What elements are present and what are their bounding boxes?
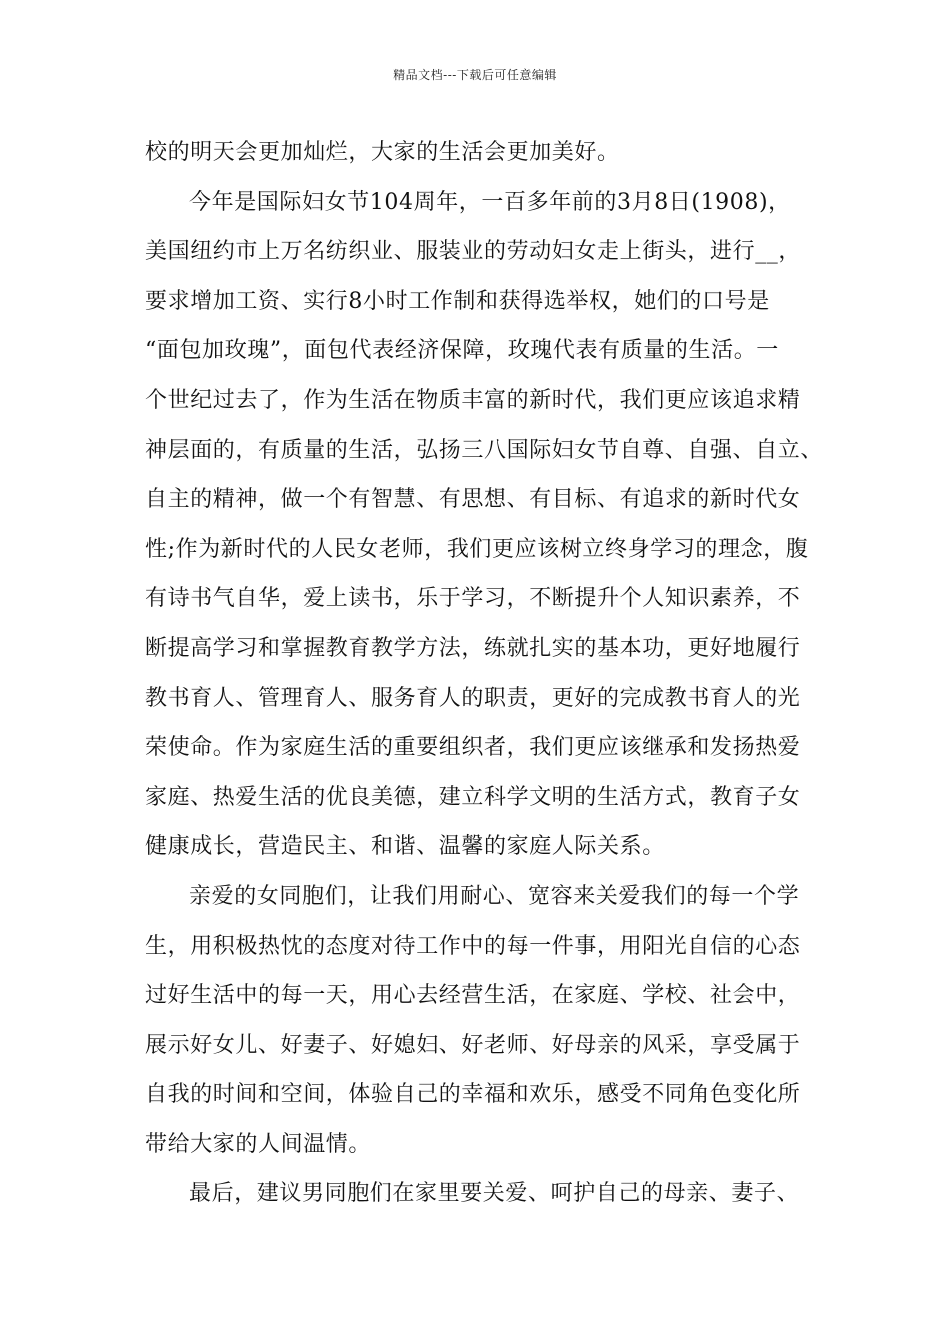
text-line: “面包加玫瑰”，面包代表经济保障，玫瑰代表有质量的生活。一 <box>145 338 779 364</box>
text-line: 神层面的，有质量的生活，弘扬三八国际妇女节自尊、自强、自立、 <box>145 437 824 463</box>
text-line: 校的明天会更加灿烂，大家的生活会更加美好。 <box>145 140 620 165</box>
document-body <box>145 128 835 1219</box>
text-line: 美国纽约市上万名纺织业、服装业的劳动妇女走上街头，进行__， <box>145 239 802 265</box>
text-line: 生，用积极热忱的态度对待工作中的每一件事，用阳光自信的心态 <box>145 933 801 959</box>
text-line: 最后，建议男同胞们在家里要关爱、呵护自己的母亲、妻子、 <box>189 1181 800 1207</box>
text-line: 今年是国际妇女节104周年，一百多年前的3月8日(1908)， <box>189 189 791 215</box>
text-line: 亲爱的女同胞们，让我们用耐心、宽容来关爱我们的每一个学 <box>189 883 800 909</box>
text-line: 自我的时间和空间，体验自己的幸福和欢乐，感受不同角色变化所 <box>145 1082 801 1108</box>
text-line: 家庭、热爱生活的优良美德，建立科学文明的生活方式，教育子女 <box>145 784 801 810</box>
text-line: 荣使命。作为家庭生活的重要组织者，我们更应该继承和发扬热爱 <box>145 735 801 761</box>
text-line: 有诗书气自华，爱上读书，乐于学习，不断提升个人知识素养，不 <box>145 586 801 612</box>
text-line: 过好生活中的每一天，用心去经营生活，在家庭、学校、社会中， <box>145 983 801 1009</box>
text-line: 性;作为新时代的人民女老师，我们更应该树立终身学习的理念，腹 <box>145 536 809 562</box>
text-line: 带给大家的人间温情。 <box>145 1131 372 1157</box>
text-line: 健康成长，营造民主、和谐、温馨的家庭人际关系。 <box>145 834 665 860</box>
text-line: 自主的精神，做一个有智慧、有思想、有目标、有追求的新时代女 <box>145 487 801 513</box>
text-line: 教书育人、管理育人、服务育人的职责，更好的完成教书育人的光 <box>145 685 801 711</box>
page-header: 精品文档---下载后可任意编辑 <box>393 68 557 82</box>
text-line: 断提高学习和掌握教育教学方法，练就扎实的基本功，更好地履行 <box>145 635 801 661</box>
text-line: 个世纪过去了，作为生活在物质丰富的新时代，我们更应该追求精 <box>145 387 801 413</box>
text-line: 展示好女儿、好妻子、好媳妇、好老师、好母亲的风采，享受属于 <box>145 1032 801 1058</box>
text-line: 要求增加工资、实行8小时工作制和获得选举权，她们的口号是 <box>145 288 770 314</box>
